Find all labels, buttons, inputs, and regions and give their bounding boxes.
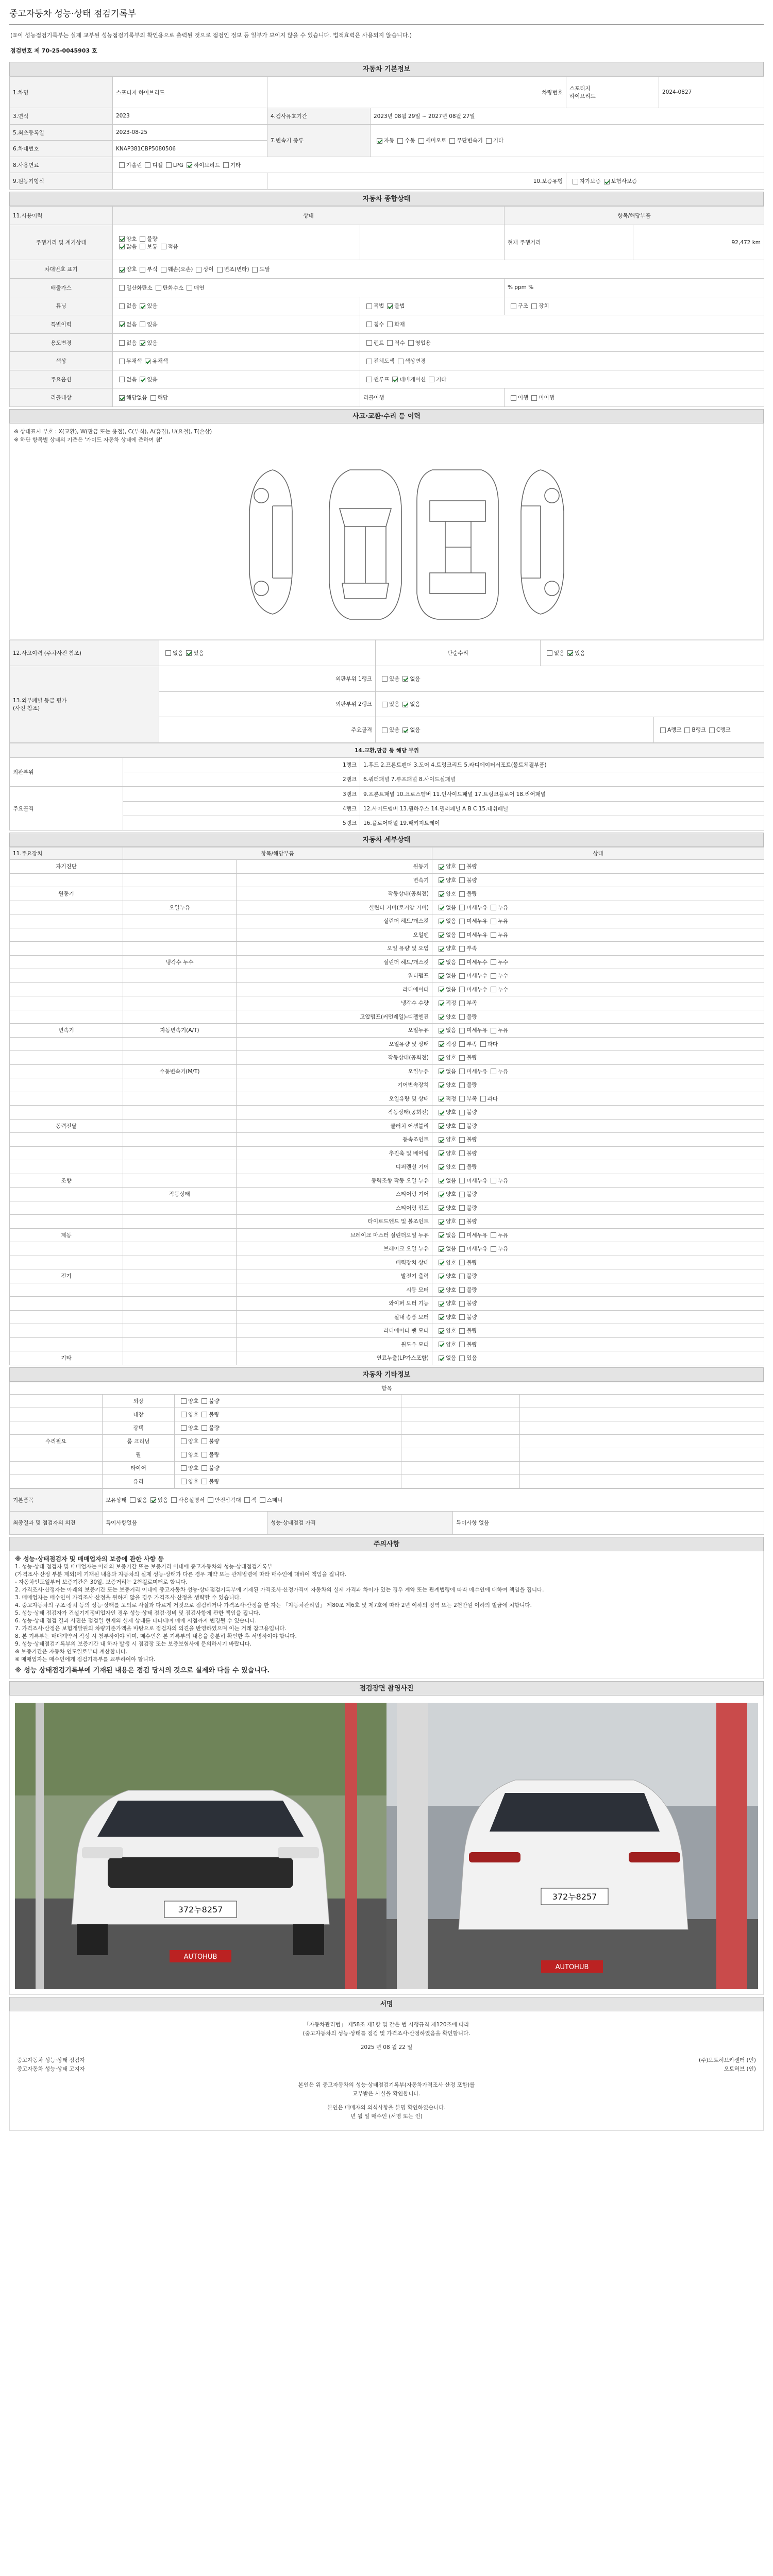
detail-row: 실내 송풍 모터 양호 불량: [10, 1310, 764, 1324]
sign-date: 2025 년 08 월 22 일: [360, 2044, 413, 2050]
value-inspection-period: 2023년 08월 29일 ~ 2027년 08월 27일: [371, 108, 764, 125]
checkbox[interactable]: [439, 1055, 444, 1061]
checkbox[interactable]: [459, 1287, 465, 1293]
label-inspection-period: 4.검사유효기간: [267, 108, 371, 125]
checkbox[interactable]: [439, 1314, 444, 1320]
checkbox[interactable]: [201, 1452, 207, 1458]
detail-row: 변속기 자동변속기(A/T) 오일누유 없음 미세누유 누유: [10, 1024, 764, 1038]
detail-status: 없음 미세누유 누유: [432, 1024, 764, 1038]
checkbox[interactable]: [439, 1069, 444, 1074]
checkbox[interactable]: [459, 1014, 465, 1020]
detail-row: 기타 연료누출(LP가스포함) 없음 있음: [10, 1351, 764, 1365]
checkbox[interactable]: [459, 1028, 465, 1033]
checkbox[interactable]: [201, 1479, 207, 1484]
checkbox[interactable]: [459, 1123, 465, 1129]
buyer-signature[interactable]: 년 월 일 매수인 (서명 또는 인): [350, 2113, 423, 2120]
checkbox[interactable]: [491, 959, 496, 965]
detail-row: 오일 유량 및 오염 양호 부족: [10, 942, 764, 956]
checkbox[interactable]: [439, 1041, 444, 1047]
detail-row: 자기진단 원동기 양호 불량: [10, 860, 764, 874]
svg-text:372누8257: 372누8257: [552, 1891, 597, 1902]
value-vin: KNAP381CBP5080506: [113, 141, 267, 157]
checkbox[interactable]: [181, 1398, 187, 1404]
checkbox[interactable]: [439, 1246, 444, 1252]
detail-status: 양호 불량: [432, 1119, 764, 1133]
detail-status: 없음 미세누수 누수: [432, 969, 764, 983]
checkbox[interactable]: [397, 138, 403, 144]
detail-status: 없음 있음: [432, 1351, 764, 1365]
checkbox[interactable]: [459, 1219, 465, 1225]
checkbox[interactable]: [491, 932, 496, 938]
checkbox[interactable]: [459, 1274, 465, 1279]
checkbox[interactable]: [459, 1178, 465, 1183]
checkbox[interactable]: [491, 905, 496, 910]
detail-row: 와이퍼 모터 기능 양호 불량: [10, 1297, 764, 1311]
detail-row: 타이로드엔드 및 볼조인트 양호 불량: [10, 1215, 764, 1229]
detail-status: 양호 부족: [432, 942, 764, 956]
checkbox[interactable]: [459, 891, 465, 897]
detail-status: 양호 불량: [432, 1215, 764, 1229]
checkbox[interactable]: [459, 1110, 465, 1115]
value-year: 2023: [113, 108, 267, 125]
detail-status: 양호 불량: [432, 860, 764, 874]
detail-row: 수동변속기(M/T) 오일누유 없음 미세누유 누유: [10, 1064, 764, 1078]
checkbox[interactable]: [459, 1150, 465, 1156]
notes-line: (가격조사·산정 부분 제외)에 기재된 내용과 자동차의 실제 성능·상태가 다른 경우 계약 또는 관계법령에 따라 매수인에 대하여 책임을 집니다.: [15, 1571, 346, 1578]
checkbox[interactable]: [459, 946, 465, 952]
checkbox[interactable]: [439, 1355, 444, 1361]
value-plate: 2024-0827: [659, 77, 764, 108]
svg-text:372누8257: 372누8257: [178, 1904, 223, 1914]
detail-status: 양호 불량: [432, 1160, 764, 1174]
value-car-name: 스포티지 하이브리드: [113, 77, 267, 108]
label-plate: 차량번호: [267, 77, 566, 108]
checkbox[interactable]: [459, 987, 465, 992]
checkbox[interactable]: [439, 1082, 444, 1088]
svg-text:AUTOHUB: AUTOHUB: [183, 1953, 217, 1961]
detail-status: 양호 불량: [432, 1337, 764, 1351]
detail-status: 양호 불량: [432, 887, 764, 901]
detail-status: 양호 불량: [432, 1133, 764, 1147]
checkbox[interactable]: [459, 1069, 465, 1074]
detail-row: 실린더 헤드/개스킷 없음 미세누유 누유: [10, 914, 764, 928]
detail-status: 적정 부족 과다: [432, 1037, 764, 1051]
checkbox[interactable]: [181, 1412, 187, 1417]
label-fuel: 8.사용연료: [10, 157, 113, 173]
checkbox[interactable]: [439, 1001, 444, 1006]
detail-row: 작동상태(공회전) 양호 불량: [10, 1051, 764, 1065]
checkbox[interactable]: [491, 1232, 496, 1238]
detail-status: 양호 불량: [432, 1078, 764, 1092]
checkbox[interactable]: [480, 1096, 486, 1101]
checkbox[interactable]: [459, 1055, 465, 1061]
notes-line: 5. 성능·상태 점검자가 건설기계정비업자인 경우 성능·상태 점검·정비 및 점검사항에 관한 책임을 집니다.: [15, 1609, 260, 1616]
other-row: 유리 양호 불량: [10, 1475, 764, 1488]
checkbox[interactable]: [459, 1192, 465, 1197]
checkbox[interactable]: [439, 1096, 444, 1101]
notes-line: 6. 성능·상태 점검 결과 사진은 점검일 현재의 실제 상태를 나타내며 매매 시점까지 변경될 수 있습니다.: [15, 1617, 257, 1624]
other-table: 항목 외장 양호 불량 내장 양호 불량 광택 양호 불량 수리필요 룸 크리닝 양호 불량 휠 양호 불량 타이어 양호 불량 유리 양호 불량: [9, 1382, 764, 1488]
detail-status: 양호 불량: [432, 873, 764, 887]
checkbox[interactable]: [181, 1452, 187, 1458]
checkbox[interactable]: [201, 1465, 207, 1471]
checkbox[interactable]: [439, 877, 444, 883]
rear-photo: [386, 1703, 758, 1989]
detail-status: 없음 미세누유 누유: [432, 1242, 764, 1256]
model-name: 스포티지 하이브리드: [566, 77, 659, 108]
checkbox[interactable]: [439, 919, 444, 924]
warranty-options: 자가보증 보험사보증: [566, 173, 764, 190]
checkbox[interactable]: [201, 1412, 207, 1417]
checkbox[interactable]: [491, 973, 496, 979]
checkbox[interactable]: [491, 1069, 496, 1074]
notes-heading: ※ 성능·상태점검자 및 매매업자의 보증에 관한 사항 등: [15, 1555, 164, 1563]
checkbox[interactable]: [459, 877, 465, 883]
checkbox[interactable]: [459, 1301, 465, 1307]
detail-status: 양호 불량: [432, 1324, 764, 1338]
detail-status: 없음 미세누유 누유: [432, 901, 764, 914]
notes-line: 1. 성능·상태 점검자 및 매매업자는 아래의 보증기간 또는 보증거리 이내에 중고자동차의 성능·상태점검기록부: [15, 1563, 273, 1570]
checkbox[interactable]: [439, 1342, 444, 1347]
checkbox[interactable]: [491, 1246, 496, 1252]
notes-line: ※ 매매업자는 매수인에게 점검기록부를 교부하여야 합니다.: [15, 1656, 156, 1663]
checkbox[interactable]: [491, 1178, 496, 1183]
notes-line: 7. 가격조사·산정은 보험개발원의 차량기준가액을 바탕으로 점검자의 의견을 반영하였으며 이는 거래 참고용입니다.: [15, 1625, 287, 1632]
photos-row: [9, 1696, 764, 1995]
checkbox[interactable]: [201, 1425, 207, 1431]
detail-row: 오일팬 없음 미세누유 누유: [10, 928, 764, 942]
checkbox[interactable]: [491, 987, 496, 992]
checkbox[interactable]: [439, 1301, 444, 1307]
notes-line: 9. 성능·상태점검기록부의 보증기간 내 하자 발생 시 점검장 또는 보증보험사에 문의하시기 바랍니다.: [15, 1640, 252, 1647]
detail-row: 냉각수 누수 실린더 헤드/개스킷 없음 미세누수 누수: [10, 955, 764, 969]
checkbox[interactable]: [491, 919, 496, 924]
section-basic-title: 자동차 기본정보: [9, 62, 764, 76]
detail-row: 워터펌프 없음 미세누수 누수: [10, 969, 764, 983]
checkbox[interactable]: [459, 1314, 465, 1320]
detail-row: 라디에이터 없음 미세누수 누수: [10, 982, 764, 996]
detail-row: 시동 모터 양호 불량: [10, 1283, 764, 1297]
detail-status: 양호 불량: [432, 1106, 764, 1120]
detail-row: 추진축 및 베어링 양호 불량: [10, 1146, 764, 1160]
section-photos-title: 점검장면 촬영사진: [9, 1681, 764, 1696]
label-car-name: 1.차명: [10, 77, 113, 108]
detail-row: 기어변속장치 양호 불량: [10, 1078, 764, 1092]
detail-row: 스티어링 펌프 양호 불량: [10, 1201, 764, 1215]
checkbox[interactable]: [459, 1082, 465, 1088]
checkbox[interactable]: [459, 1232, 465, 1238]
checkbox[interactable]: [439, 1192, 444, 1197]
damage-legend: ※ 상태표시 부호 : X(교환), W(판금 또는 용접), C(부식), A(흠집), U(요철), T(손상): [14, 429, 212, 435]
accident-table: 12.사고이력 (주차사진 참조) 없음 있음 단순수리 없음 있음 13.외부패널 등급 평가 (사진 참조) 외판부위 1랭크 있음 없음 외판부위 2랭크 있음 없음 주요골격 있음 없음 A랭크 B랭크 C랭크: [9, 640, 764, 743]
detail-row: 디퍼렌셜 기어 양호 불량: [10, 1160, 764, 1174]
notes-line: 4. 중고자동차의 구조·장치 등의 성능·상태를 고의로 사실과 다르게 거짓으로 점검하거나 가격조사·산정을 한 자는 「자동차관리법」 제80조 제6호 및 제7호에 따라 2년 이하의 징역 또는 2천만원 이하의 벌금에 처합니다.: [15, 1602, 532, 1608]
checkbox[interactable]: [459, 919, 465, 924]
label-year: 3.연식: [10, 108, 113, 125]
detail-status: 양호 불량: [432, 1283, 764, 1297]
detail-status: 없음 미세누수 누수: [432, 982, 764, 996]
detail-status: 없음 미세누유 누유: [432, 914, 764, 928]
detail-row: 오일유량 및 상태 적정 부족 과다: [10, 1092, 764, 1106]
checkbox[interactable]: [480, 1041, 486, 1047]
transmission-options: 자동 수동 세미오토 무단변속기 기타: [371, 124, 764, 157]
section-other-title: 자동차 기타정보: [9, 1367, 764, 1382]
detail-status: 적정 부족 과다: [432, 1092, 764, 1106]
checkbox[interactable]: [418, 138, 424, 144]
checkbox[interactable]: [459, 905, 465, 910]
notes-body: [9, 1551, 764, 1679]
damage-note: ※ 하단 항목별 상태의 기준은 '가이드 자동차 상태에 준하여 참': [14, 437, 163, 443]
checkbox[interactable]: [439, 946, 444, 952]
detail-row: 동력전달 클러치 어셈블리 양호 불량: [10, 1119, 764, 1133]
checkbox[interactable]: [491, 1028, 496, 1033]
notes-line: - 자동차인도일부터 보증기간은 30일, 보증거리는 2천킬로미터로 합니다.: [15, 1579, 188, 1585]
other-row: 외장 양호 불량: [10, 1394, 764, 1408]
checkbox[interactable]: [459, 1328, 465, 1334]
detail-row: 작동상태 스티어링 기어 양호 불량: [10, 1188, 764, 1201]
exchange-table: 14.교환,판금 등 해당 부위 외판부위 1랭크 1.후드 2.프론트펜더 3.도어 4.트렁크리드 5.라디에이터서포트(볼트체결부품) 2랭크 6.쿼터패널 7.루프패널 8.사이드실패널 주요골격 3랭크 9.프론트패널 10.크로스멤버 11.인사이드패널 17.트렁크플로어 18.리어패널 4랭크 12.사이드멤버 13.휠하우스 14.필러패널 A B C 15.대쉬패널 5랭크 16.플로어패널 19.패키지트레이: [9, 743, 764, 831]
other-row: 타이어 양호 불량: [10, 1461, 764, 1475]
checkbox[interactable]: [439, 891, 444, 897]
checkbox[interactable]: [459, 1001, 465, 1006]
checkbox[interactable]: [486, 138, 492, 144]
section-notes-title: 주의사항: [9, 1537, 764, 1551]
checkbox[interactable]: [439, 864, 444, 870]
checkbox[interactable]: [439, 1178, 444, 1183]
checkbox[interactable]: [459, 1260, 465, 1265]
checkbox[interactable]: [459, 1164, 465, 1170]
detail-status: 없음 미세누유 누유: [432, 1228, 764, 1242]
detail-status: 양호 불량: [432, 1146, 764, 1160]
detail-status: 없음 미세누유 누유: [432, 1064, 764, 1078]
detail-row: 전기 발전기 출력 양호 불량: [10, 1269, 764, 1283]
detail-row: 라디에이터 팬 모터 양호 불량: [10, 1324, 764, 1338]
detail-row: 제동 브레이크 마스터 실린더오일 누유 없음 미세누유 누유: [10, 1228, 764, 1242]
checkbox[interactable]: [459, 864, 465, 870]
checkbox[interactable]: [439, 973, 444, 979]
checkbox[interactable]: [439, 1232, 444, 1238]
value-first-reg: 2023-08-25: [113, 124, 267, 141]
section-sign-title: 서명: [9, 1997, 764, 2011]
detail-status: 양호 불량: [432, 1010, 764, 1024]
detail-row: 원동기 작동상태(공회전) 양호 불량: [10, 887, 764, 901]
detail-status: 없음 미세누유 누유: [432, 928, 764, 942]
summary-table: 11.사용이력 상태 항목/해당부품 주행거리 및 계기상태 양호 불량 많음 보통 적음 현재 주행거리 92,472 km 차대번호 표기 양호 부식 훼손(오손) 상이 변조(변타) 도말 배출가스 일산화탄소 탄화수소 매연 % ppm % 튜닝 없음 있음 적법 불법 구조 장치 특별이력 없음 있음 침수 화재 용도변경 없음 있음 렌트 직수 영업용 색상 무채색 유채색 전체도색 색상변경 주요옵션 없음 있음 썬루프 네비게이션 기타 리콜대상 해당없음 해당 리콜이행 이행 미이행: [9, 206, 764, 407]
checkbox[interactable]: [439, 1164, 444, 1170]
checkbox[interactable]: [181, 1438, 187, 1444]
notes-line: ※ 보증기간은 자동차 인도일로부터 계산합니다.: [15, 1648, 128, 1655]
notes-line: 8. 본 기록부는 매매계약서 작성 시 첨부하여야 하며, 매수인은 본 기록부의 내용을 충분히 확인한 후 서명하여야 합니다.: [15, 1633, 297, 1639]
other-extra-table: 기본품목 보유상태 없음 있음 사용설명서 안전삼각대 잭 스패너 최종결과 및 점검자의 의견 특이사항없음 성능·상태점검 가격 특이사항 없음: [9, 1488, 764, 1535]
detail-status: 양호 불량: [432, 1310, 764, 1324]
detail-row: 배력장치 상태 양호 불량: [10, 1256, 764, 1269]
notes-footer: ※ 성능 상태점검기록부에 기재된 내용은 점검 당시의 것으로 실제와 다를 수 있습니다.: [15, 1666, 270, 1674]
other-row: 휠 양호 불량: [10, 1448, 764, 1461]
detail-row: 고압펌프(커먼레일)-디젤엔진 양호 불량: [10, 1010, 764, 1024]
checkbox[interactable]: [459, 1041, 465, 1047]
section-detail-title: 자동차 세부상태: [9, 833, 764, 847]
detail-row: 오일유량 및 상태 적정 부족 과다: [10, 1037, 764, 1051]
detail-status: 양호 불량: [432, 1269, 764, 1283]
checkbox[interactable]: [439, 905, 444, 910]
checkbox[interactable]: [181, 1479, 187, 1484]
checkbox[interactable]: [439, 932, 444, 938]
checkbox[interactable]: [439, 1260, 444, 1265]
damage-diagram: [9, 423, 764, 640]
checkbox[interactable]: [449, 138, 455, 144]
checkbox[interactable]: [439, 1150, 444, 1156]
checkbox[interactable]: [439, 1014, 444, 1020]
detail-status: 없음 미세누유 누유: [432, 1174, 764, 1188]
other-row: 수리필요 룸 크리닝 양호 불량: [10, 1434, 764, 1448]
other-row: 광택 양호 불량: [10, 1421, 764, 1434]
checkbox[interactable]: [439, 1328, 444, 1334]
value-engine: [113, 173, 267, 190]
other-row: 내장 양호 불량: [10, 1408, 764, 1421]
notes-line: 3. 매매업자는 매수인이 가격조사·산정을 원하지 않을 경우 가격조사·산정을 생략할 수 있습니다.: [15, 1594, 241, 1601]
checkbox[interactable]: [181, 1465, 187, 1471]
checkbox[interactable]: [439, 959, 444, 965]
checkbox[interactable]: [459, 1246, 465, 1252]
detail-row: 조향 동력조향 작동 오일 누유 없음 미세누유 누유: [10, 1174, 764, 1188]
checkbox[interactable]: [181, 1425, 187, 1431]
detail-status: 없음 미세누수 누수: [432, 955, 764, 969]
checkbox[interactable]: [439, 1287, 444, 1293]
checkbox[interactable]: [459, 1096, 465, 1101]
detail-status: 양호 불량: [432, 1201, 764, 1215]
detail-status: 양호 불량: [432, 1256, 764, 1269]
section-damage-title: 사고·교환·수리 등 이력: [9, 409, 764, 423]
fuel-options: 가솔린 디젤 LPG 하이브리드 기타: [113, 157, 764, 173]
label-first-reg: 5.최초등록일: [10, 124, 113, 141]
checkbox[interactable]: [439, 987, 444, 992]
signature-block: 「자동차관리법」 제58조 제1항 및 같은 법 시행규칙 제120조에 따라 (중고자동차의 성능·상태를 점검 및 가격조사·산정하였음을 확인합니다. 2025 년 08 월 22 일 중고자동차 성능·상태 점검자 (주)오토허브카센터 (인) 중고자동차 성능·상태 고지자 오토허브 (인) 본인은 위 중고자동차의 성능·상태점검기록부(자동차가격조사·산정 포함)를 교부받은 사실을 확인합니다. 본인은 매매자의 의식사항을 분명 확인하였습니다. 년 월 일 매수인 (서명 또는 인): [9, 2011, 764, 2131]
checkbox[interactable]: [201, 1398, 207, 1404]
label-transmission: 7.변속기 종류: [267, 124, 371, 157]
checkbox[interactable]: [201, 1438, 207, 1444]
basic-info-table: [9, 76, 764, 190]
label-vin: 6.차대번호: [10, 141, 113, 157]
detail-status: 양호 불량: [432, 1188, 764, 1201]
checkbox[interactable]: [459, 1342, 465, 1347]
checkbox[interactable]: [439, 1110, 444, 1115]
svg-text:AUTOHUB: AUTOHUB: [555, 1963, 589, 1971]
detail-row: 윈도우 모터 양호 불량: [10, 1337, 764, 1351]
car-outline-diagram: [10, 454, 764, 640]
notes-line: 2. 가격조사·산정자는 아래의 보증기간 또는 보증거리 이내에 중고자동차 성능·상태점검기록부에 기재된 가격조사·산정가격이 자동차의 실제 가격과 차이가 있는 경우 계약 또는 관계법령에 따라 매수인에 대하여 책임을 집니다.: [15, 1586, 544, 1593]
document-number: 점검번호 제 70-25-0045903 호: [10, 47, 97, 54]
label-warranty: 10.보증유형: [267, 173, 566, 190]
detail-row: 냉각수 수량 적정 부족: [10, 996, 764, 1010]
checkbox[interactable]: [459, 959, 465, 965]
checkbox[interactable]: [439, 1205, 444, 1211]
checkbox[interactable]: [439, 1137, 444, 1143]
checkbox[interactable]: [439, 1219, 444, 1225]
detail-row: 오일누유 실린더 커버(로커암 커버) 없음 미세누유 누유: [10, 901, 764, 914]
front-photo: [15, 1703, 386, 1989]
checkbox[interactable]: [459, 1355, 465, 1361]
checkbox[interactable]: [459, 973, 465, 979]
checkbox[interactable]: [459, 1137, 465, 1143]
detail-row: 등속조인트 양호 불량: [10, 1133, 764, 1147]
detail-status: 양호 불량: [432, 1297, 764, 1311]
section-summary-title: 자동차 종합상태: [9, 192, 764, 206]
notice-text: (①이 성능점검기록부는 실제 교부된 성능점검기록부의 확인용으로 출력된 것으로 점검인 정보 등 일부가 보이지 않을 수 있습니다. 법적효력은 사용되지 않습니다.): [10, 32, 412, 39]
page-title: 중고자동차 성능·상태 점검기록부: [9, 4, 764, 25]
detail-row: 작동상태(공회전) 양호 불량: [10, 1106, 764, 1120]
detail-row: 변속기 양호 불량: [10, 873, 764, 887]
label-engine: 9.원동기형식: [10, 173, 113, 190]
detail-table: 11.주요장치 항목/해당부품 상태 자기진단 원동기 양호 불량 변속기 양호 불량 원동기 작동상태(공회전) 양호 불량 오일누유 실린더 커버(로커암 커버) 없음 미세누유 누유 실린더 헤드/개스킷 없음 미세누유 누유 오일팬 없음 미세누유 누유 오일 유량 및 오염 양호 부족 냉각수 누수 실린더 헤드/개스킷 없음 미세누수 누수 워터펌프 없음 미세누수 누수 라디에이터 없음 미세누수 누수 냉각수 수량 적정 부족 고압펌프(커먼레일)-디젤엔진 양호 불량 변속기 자동변속기(A/T) 오일누유 없음 미세누유 누유 오일유량 및 상태 적정 부족 과다 작동상태(공회전) 양호 불량 수동변속기(M/T) 오일누유 없음 미세누유 누유 기어변속장치 양호 불량 오일유량 및 상태 적정 부족 과다 작동상태(공회전) 양호 불량 동력전달 클러치 어셈블리 양호 불량 등속조인트 양호 불량 추진축 및 베어링 양호 불량 디퍼렌셜 기어 양호 불량 조향 동력조향 작동 오일 누유 없음 미세누유 누유 작동상태 스티어링 기어 양호 불량 스티어링 펌프 양호 불량 타이로드엔드 및 볼조인트 양호 불량 제동 브레이크 마스터 실린더오일 누유 없음 미세누유 누유 브레이크 오일 누유 없음 미세누유 누유 배력장치 상태 양호 불량 전기 발전기 출력 양호 불량 시동 모터 양호 불량 와이퍼 모터 기능 양호 불량 실내 송풍 모터 양호 불량 라디에이터 팬 모터 양호 불량 윈도우 모터 양호 불량 기타 연료누출(LP가스포함) 없음 있음: [9, 847, 764, 1365]
checkbox[interactable]: [459, 1205, 465, 1211]
detail-status: 적정 부족: [432, 996, 764, 1010]
detail-row: 브레이크 오일 누유 없음 미세누유 누유: [10, 1242, 764, 1256]
checkbox[interactable]: [439, 1123, 444, 1129]
checkbox[interactable]: [439, 1028, 444, 1033]
checkbox[interactable]: [459, 932, 465, 938]
checkbox[interactable]: [377, 138, 382, 144]
detail-status: 양호 불량: [432, 1051, 764, 1065]
checkbox[interactable]: [439, 1274, 444, 1279]
